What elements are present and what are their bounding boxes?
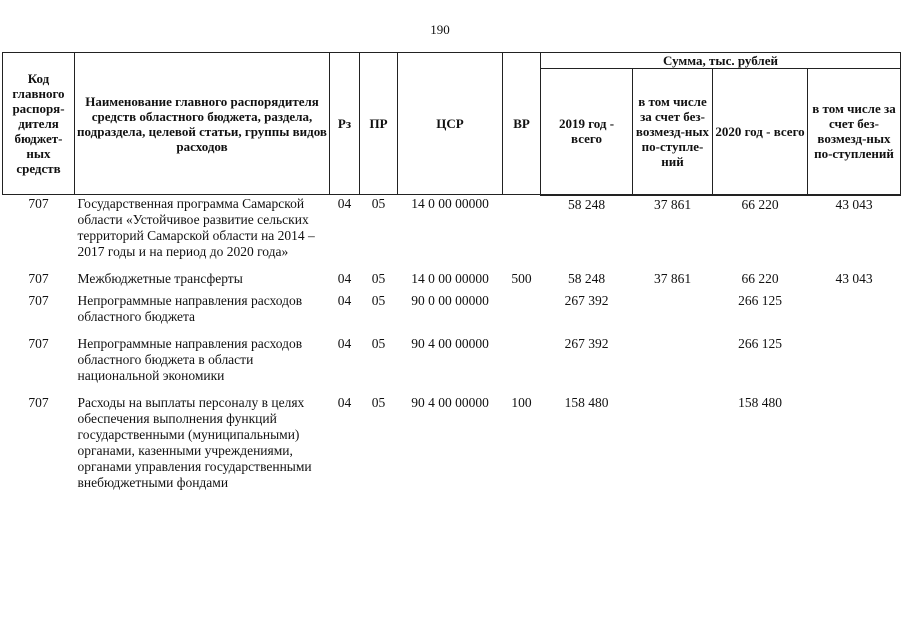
cell-pr: 05 (371, 336, 386, 351)
cell-rz: 04 (337, 293, 352, 308)
cell-vr (503, 335, 541, 394)
cell-code: 707 (28, 196, 49, 211)
header-2020-total: 2020 год - всего (713, 69, 808, 195)
table-row (3, 195, 901, 271)
cell-2020-free: 43 043 (835, 271, 873, 286)
table-row (3, 394, 901, 501)
cell-vr: 500 (511, 271, 532, 286)
cell-2020-free (808, 292, 901, 335)
header-name: Наименование главного распорядителя средств областного бюджета, раздела, подраздела, целевой статьи, группы видов расходов (75, 53, 330, 195)
cell-name: Государственная программа Самарской области «Устойчивое развитие сельских территорий Самарской области на 2014 – 2017 годы и на период до 2020 года» (77, 196, 315, 259)
cell-pr: 05 (371, 293, 386, 308)
header-rz: Рз (330, 53, 360, 195)
cell-rz: 04 (337, 271, 352, 286)
cell-csr: 90 4 00 00000 (411, 395, 489, 410)
cell-rz: 04 (337, 336, 352, 351)
cell-pr: 05 (371, 196, 386, 211)
cell-2019-total: 58 248 (567, 196, 606, 212)
cell-2019-free (633, 292, 713, 335)
table-row (3, 292, 901, 335)
header-pr: ПР (360, 53, 398, 195)
cell-2019-total: 58 248 (567, 271, 606, 286)
page-number: 190 (430, 22, 450, 37)
cell-csr: 90 0 00 00000 (411, 293, 489, 308)
cell-name: Непрограммные направления расходов областного бюджета в области национальной экономики (77, 336, 303, 383)
header-2019-free: в том числе за счет без-возмезд-ных по-ступле-ний (633, 69, 713, 195)
budget-table (2, 52, 901, 501)
cell-pr: 05 (371, 271, 386, 286)
header-2019-total: 2019 год - всего (541, 69, 633, 195)
cell-name: Расходы на выплаты персоналу в целях обеспечения выполнения функций государственными (муниципальными) органами, казенными учреждениями, органами управления государственными внебюджетными фондами (77, 395, 312, 490)
cell-2019-total: 267 392 (564, 293, 609, 308)
cell-rz: 04 (337, 196, 352, 211)
cell-2020-free: 43 043 (835, 196, 873, 212)
cell-name: Непрограммные направления расходов областного бюджета (77, 293, 303, 324)
header-csr: ЦСР (398, 53, 503, 195)
cell-name: Межбюджетные трансферты (77, 271, 243, 286)
cell-csr: 90 4 00 00000 (411, 336, 489, 351)
cell-2019-free (633, 394, 713, 501)
cell-csr: 14 0 00 00000 (411, 196, 489, 211)
cell-vr (503, 195, 541, 271)
cell-2020-total: 66 220 (741, 196, 779, 212)
cell-vr: 100 (511, 395, 532, 410)
cell-pr: 05 (371, 395, 386, 410)
table-row (3, 335, 901, 394)
cell-2020-total: 266 125 (738, 336, 782, 351)
table-row (3, 270, 901, 292)
cell-2019-free: 37 861 (653, 196, 692, 212)
header-sum-group: Сумма, тыс. рублей (541, 53, 901, 69)
cell-2020-total: 66 220 (741, 271, 779, 286)
cell-code: 707 (28, 395, 49, 410)
cell-2020-free (808, 335, 901, 394)
header-2020-free: в том числе за счет без-возмезд-ных по-ступлений (808, 69, 901, 195)
cell-code: 707 (28, 271, 49, 286)
cell-csr: 14 0 00 00000 (411, 271, 489, 286)
cell-2020-total: 158 480 (738, 395, 782, 410)
cell-code: 707 (28, 336, 49, 351)
cell-code: 707 (28, 293, 49, 308)
cell-2020-free (808, 394, 901, 501)
cell-2019-total: 267 392 (564, 336, 609, 351)
cell-2019-total: 158 480 (564, 395, 609, 410)
header-vr: ВР (503, 53, 541, 195)
cell-vr (503, 292, 541, 335)
cell-2019-free: 37 861 (653, 271, 692, 286)
cell-2019-free (633, 335, 713, 394)
cell-2020-total: 266 125 (738, 293, 782, 308)
cell-rz: 04 (337, 395, 352, 410)
header-code: Код главного распоря-дителя бюджет-ных средств (3, 53, 75, 195)
